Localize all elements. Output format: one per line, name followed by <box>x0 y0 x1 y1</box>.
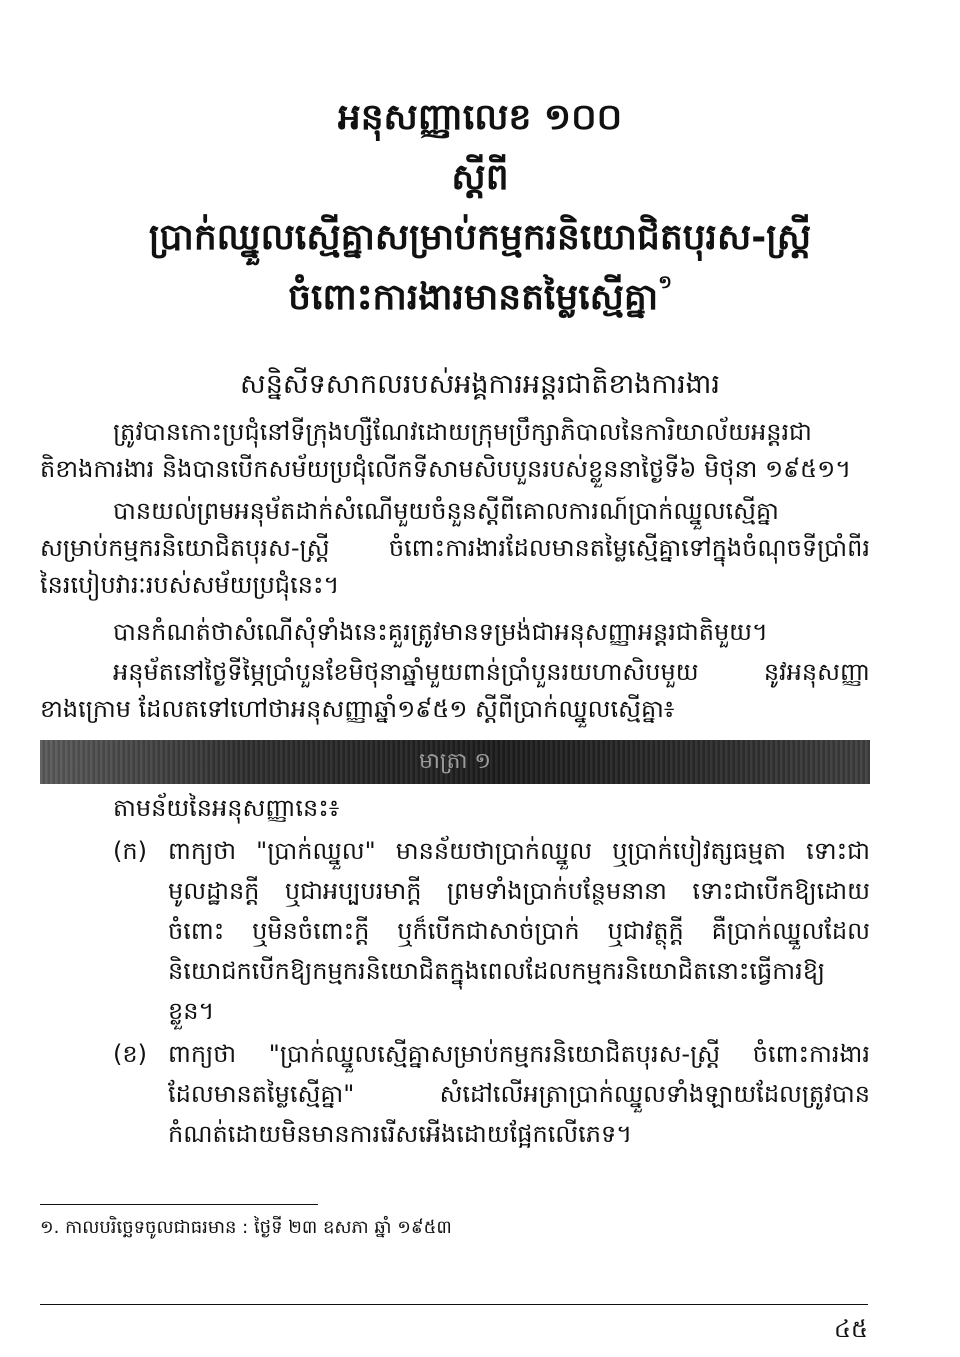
conference-subtitle: សន្និសីទសាកលរបស់អង្គការអន្តរជាតិខាងការងារ <box>240 369 720 400</box>
definition-item <box>40 831 870 1031</box>
page-bottom-divider <box>40 1304 868 1305</box>
footnote-divider <box>40 1204 318 1205</box>
text-line: បានយល់ព្រមអនុម័តដាក់សំណើមួយចំនួនស្តីពីគោលការណ៍ប្រាក់ឈ្នួលស្មើគ្នា <box>113 497 779 525</box>
title-line-equal-value <box>60 268 900 328</box>
text-line: ដែលមានតម្លៃស្មើគ្នា" សំដៅលើអត្រាប្រាក់ឈ្នួលទាំងឡាយដែលត្រូវបាន <box>168 1080 870 1108</box>
footnote: ១. កាលបរិច្ឆេទចូលជាធរមាន : ថ្ងៃទី ២៣ ឧសភា ឆ្នាំ ១៩៥៣ <box>40 1217 452 1238</box>
text-line: ពាក្យថា "ប្រាក់ឈ្នួលស្មើគ្នាសម្រាប់កម្មករនិយោជិតបុរស-ស្ត្រី ចំពោះការងារ <box>168 1040 870 1068</box>
page-number: ៤៥ <box>834 1315 868 1343</box>
item-label: (ខ) <box>113 1040 147 1068</box>
text-line: បានកំណត់ថាសំណើសុំទាំងនេះគួរត្រូវមានទម្រង់ជាអនុសញ្ញាអន្តរជាតិមួយ។ <box>113 618 768 646</box>
text-line: តិខាងការងារ និងបានបើកសម័យប្រជុំលើកទីសាមសិបបួនរបស់ខ្លួននាថ្ងៃទី៦ មិថុនា ១៩៥១។ <box>40 455 852 483</box>
text-line: មូលដ្ឋានក្តី ឬជាអប្បបរមាក្តី ព្រមទាំងប្រាក់បន្ថែមនានា ទោះជាបើកឱ្យដោយ <box>168 877 870 905</box>
text-line: ខ្លួន។ <box>168 997 215 1025</box>
article-definitions <box>40 789 870 1154</box>
text-line: សម្រាប់កម្មករនិយោជិតបុរស-ស្ត្រី ចំពោះការងារដែលមានតម្លៃស្មើគ្នាទៅក្នុងចំណុចទីប្រាំពីរ <box>40 534 870 562</box>
text-line: នៃរបៀបវារៈរបស់សម័យប្រជុំនេះ។ <box>40 571 340 599</box>
text-line: ចំពោះ ឬមិនចំពោះក្តី ឬក៏បើកជាសាច់ប្រាក់ ឬជាវត្ថុក្តី គឺប្រាក់ឈ្នួលដែល <box>168 917 870 945</box>
article-heading-band <box>40 740 870 784</box>
text-line: អនុម័តនៅថ្ងៃទីម្ភៃប្រាំបួនខែមិថុនាឆ្នាំមួយពាន់ប្រាំបួនរយហាសិបមួយ នូវអនុសញ្ញា <box>113 658 870 686</box>
title-line-convention-number: អនុសញ្ញាលេខ ១០០ <box>337 97 623 138</box>
text-line: និយោជកបើកឱ្យកម្មករនិយោជិតក្នុងពេលដែលកម្មករនិយោជិតនោះធ្វើការឱ្យ <box>168 957 826 985</box>
preamble-paragraph <box>40 614 870 651</box>
document-title <box>60 88 900 328</box>
title-line-4-text: ចំពោះការងារមានតម្លៃស្មើគ្នា <box>288 277 659 318</box>
definitions-intro: តាមន័យនៃអនុសញ្ញានេះ៖ <box>113 794 340 822</box>
definition-item <box>40 1034 870 1154</box>
preamble <box>40 414 870 728</box>
item-label: (ក) <box>113 837 147 865</box>
text-line: ខាងក្រោម ដែលតទៅហៅថាអនុសញ្ញាឆ្នាំ១៩៥១ ស្តីពីប្រាក់ឈ្នួលស្មើគ្នា៖ <box>40 695 675 723</box>
preamble-paragraph <box>40 414 870 488</box>
text-line: ពាក្យថា "ប្រាក់ឈ្នួល" មានន័យថាប្រាក់ឈ្នួល ឬប្រាក់បៀវត្សធម្មតា ទោះជា <box>168 837 870 865</box>
title-line-equal-remuneration: ប្រាក់ឈ្នួលស្មើគ្នាសម្រាប់កម្មករនិយោជិតបុរស-ស្ត្រី <box>148 217 812 258</box>
text-line: កំណត់ដោយមិនមានការរើសអើងដោយផ្អែកលើភេទ។ <box>168 1120 633 1148</box>
title-line-concerning: ស្តីពី <box>451 157 509 198</box>
preamble-paragraph <box>40 654 870 728</box>
preamble-paragraph <box>40 493 870 604</box>
article-heading: មាត្រា ១ <box>418 749 492 774</box>
text-line: ត្រូវបានកោះប្រជុំនៅទីក្រុងហ្សឺណែវដោយក្រុមប្រឹក្សាភិបាលនៃការិយាល័យអន្តរជា <box>113 418 812 446</box>
title-footnote-marker: ១ <box>658 272 672 293</box>
